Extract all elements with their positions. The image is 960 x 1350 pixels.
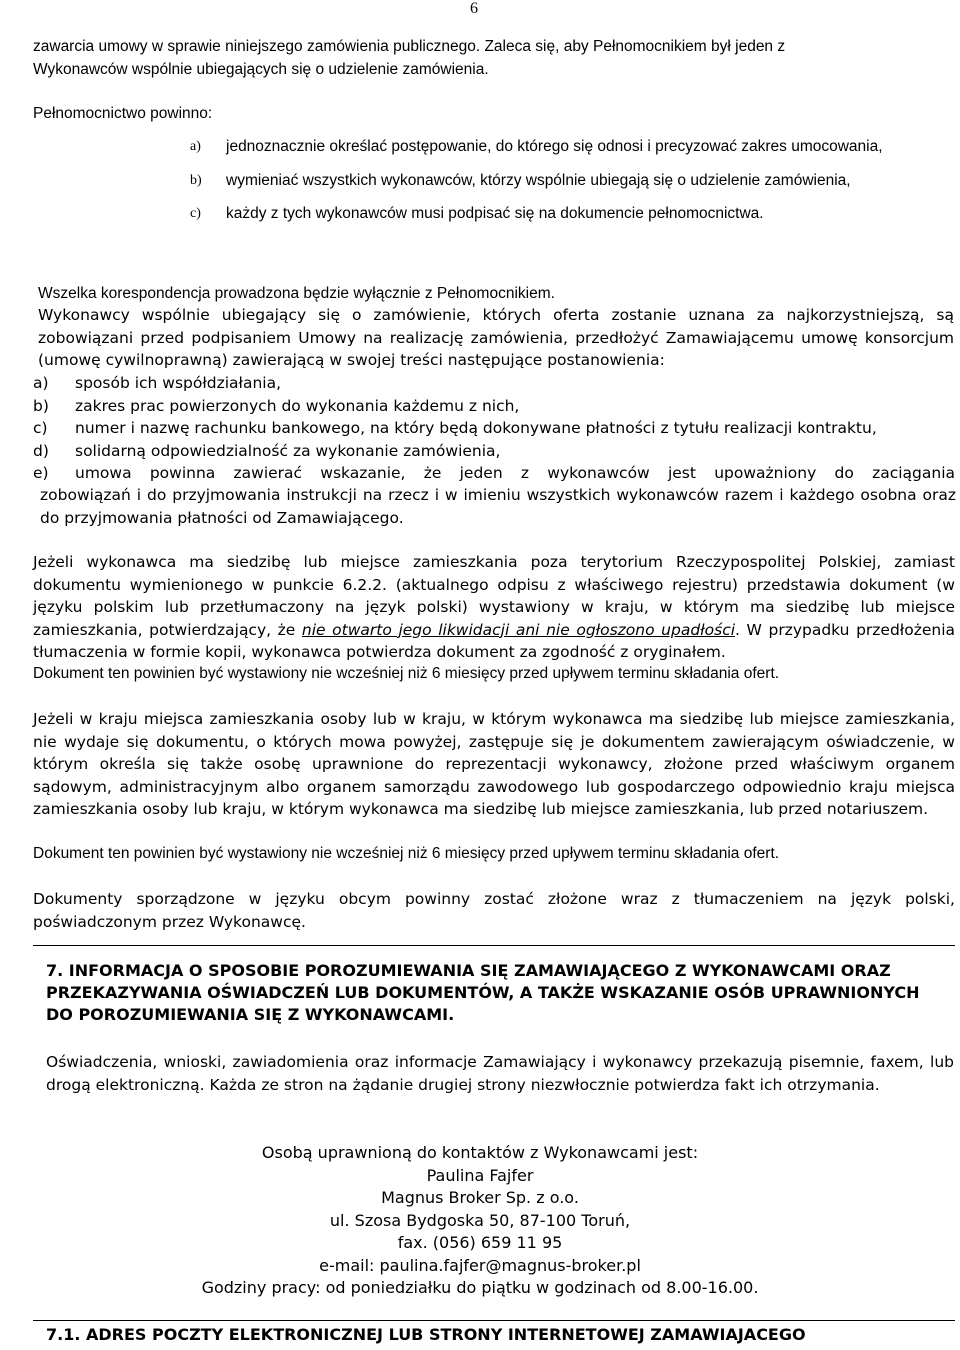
list-text: umowa powinna zawierać wskazanie, że jeden z wykonawców jest upoważniony do zaciągania: [75, 464, 955, 482]
list-text: jednoznacznie określać postępowanie, do którego się odnosi i precyzować zakres umocowania,: [226, 138, 883, 155]
section-divider: [33, 1320, 955, 1321]
contact-company: Magnus Broker Sp. z o.o.: [381, 1188, 579, 1207]
section-7-heading: 7. INFORMACJA O SPOSOBIE POROZUMIEWANIA SIĘ ZAMAWIAJĄCEGO Z WYKONAWCAMI ORAZ PRZEKAZYWANIA OŚWIADCZEŃ LUB DOKUMENTÓW, A TAKŻE WSKAZANIE OSÓB UPRAWNIONYCH DO POROZUMIEWANIA SIĘ Z WYKONAWCAMI.: [46, 961, 920, 1024]
list-letter: e): [33, 464, 49, 482]
section-divider: [33, 945, 955, 946]
konsorcjum-list: [33, 372, 955, 485]
contact-fax: fax. (056) 659 11 95: [397, 1233, 563, 1252]
list-item: [33, 395, 955, 418]
list-item: [33, 440, 955, 463]
list-letter: d): [33, 441, 49, 460]
kraj-paragraph: Jeżeli w kraju miejsca zamieszkania osoby lub w kraju, w którym wykonawca ma siedzibę lub miejsce zamieszkania, nie wydaje się dokumentu, o których mowa powyżej, zastępuje się je dokumentem zawierającym oświadczenie, w którym określa się także osobę uprawnione do reprezentacji wykonawcy, złożone przed właściwym organem sądowym, administracyjnym albo organem samorządu zawodowego lub gospodarczego odpowiednio kraju miejsca zamieszkania osoby lub kraju, w którym wykonawca ma siedzibę lub miejsce zamieszkania, lub przed notariuszem.: [33, 710, 955, 818]
contact-block: [30, 1142, 930, 1300]
list-letter: b): [190, 172, 202, 188]
section-7-1-heading: 7.1. ADRES POCZTY ELEKTRONICZNEJ LUB STRONY INTERNETOWEJ ZAMAWIAJACEGO: [46, 1325, 806, 1344]
list-text: sposób ich współdziałania,: [75, 374, 282, 392]
siedziba-termin: Dokument ten powinien być wystawiony nie wcześniej niż 6 miesięcy przed upływem terminu składania ofert.: [33, 665, 780, 682]
intro-paragraph: [33, 36, 957, 81]
intro-line-1: zawarcia umowy w sprawie niniejszego zamówienia publicznego. Zaleca się, aby Pełnomocnikiem był jeden z: [33, 38, 786, 55]
list-letter: c): [33, 419, 48, 437]
list-item: [190, 203, 955, 226]
list-text: numer i nazwę rachunku bankowego, na który będą dokonywane płatności z tytułu realizacji kontraktu,: [75, 419, 877, 437]
contact-name: Paulina Fajfer: [426, 1165, 534, 1185]
contact-email: e-mail: paulina.fajfer@magnus-broker.pl: [319, 1255, 641, 1275]
konsorcjum-item-e-continuation: zobowiązań i do przyjmowania instrukcji na rzecz i w imieniu wszystkich wykonawców razem i każdego osobna oraz do przyjmowania płatności od Zamawiającego.: [40, 486, 956, 527]
list-text: wymieniać wszystkich wykonawców, którzy wspólnie ubiegają się o udzielenie zamówienia,: [226, 171, 851, 189]
list-letter: a): [190, 139, 201, 154]
list-text: solidarną odpowiedzialność za wykonanie zamówienia,: [75, 441, 501, 460]
list-item: [190, 170, 955, 193]
contact-address: ul. Szosa Bydgoska 50, 87-100 Toruń,: [329, 1210, 631, 1230]
intro-line-2: Wykonawców wspólnie ubiegających się o udzielenie zamówienia.: [33, 60, 489, 78]
list-item: [33, 372, 955, 395]
siedziba-underlined-text: nie otwarto jego likwidacji ani nie ogłoszono upadłości: [301, 620, 736, 639]
section-7-paragraph: Oświadczenia, wnioski, zawiadomienia oraz informacje Zamawiający i wykonawcy przekazują pisemnie, faxem, lub drogą elektroniczną. Każda ze stron na żądanie drugiej strony niezwłocznie potwierdza fakt ich otrzymania.: [46, 1053, 954, 1094]
pelnomocnictwo-list: [190, 136, 955, 226]
siedziba-text-before: Jeżeli wykonawca ma siedzibę lub miejsce zamieszkania poza terytorium Rzeczypospolitej Polskiej, zamiast dokumentu wymienionego w punkcie 6.2.2. (aktualnego odpisu z właściwego rejestru) przedstawia dokument (w języku polskim lub przetłumaczony na język polski) wystawiony w kraju, w którym ma siedzibę lub miejsce zamieszkania, potwierdzający, że: [33, 553, 955, 639]
pelnomocnictwo-title: Pełnomocnictwo powinno:: [33, 105, 213, 122]
list-item: [190, 136, 955, 159]
list-item: [33, 417, 955, 440]
page-number: 6: [470, 0, 478, 17]
kraj-termin: Dokument ten powinien być wystawiony nie wcześniej niż 6 miesięcy przed upływem terminu składania ofert.: [33, 845, 780, 862]
konsorcjum-paragraph: Wykonawcy wspólnie ubiegający się o zamówienie, których oferta zostanie uznana za najkorzystniejszą, są zobowiązani przed podpisaniem Umowy na realizację zamówienia, przedłożyć Zamawiającemu umowę konsorcjum (umowę cywilnoprawną) zawierającą w swojej treści następujące postanowienia:: [38, 306, 954, 369]
list-letter: b): [33, 396, 49, 415]
contact-hours: Godziny pracy: od poniedziałku do piątku w godzinach od 8.00-16.00.: [201, 1278, 759, 1297]
list-text: każdy z tych wykonawców musi podpisać się na dokumencie pełnomocnictwa.: [226, 205, 764, 222]
list-letter: a): [33, 374, 49, 392]
list-letter: c): [190, 206, 201, 221]
korespondencja-line: Wszelka korespondencja prowadzona będzie wyłącznie z Pełnomocnikiem.: [38, 285, 555, 302]
siedziba-paragraph: [33, 551, 955, 664]
siedziba-text-after: . W przypadku przedłożenia tłumaczenia w formie kopii, wykonawca potwierdza dokument za zgodność z oryginałem.: [33, 620, 956, 661]
list-item: [33, 462, 955, 485]
contact-intro: Osobą uprawnioną do kontaktów z Wykonawcami jest:: [261, 1143, 699, 1162]
obcy-jezyk-paragraph: Dokumenty sporządzone w języku obcym powinny zostać złożone wraz z tłumaczeniem na język polski, poświadczonym przez Wykonawcę.: [33, 890, 955, 931]
list-text: zakres prac powierzonych do wykonania każdemu z nich,: [75, 396, 520, 415]
